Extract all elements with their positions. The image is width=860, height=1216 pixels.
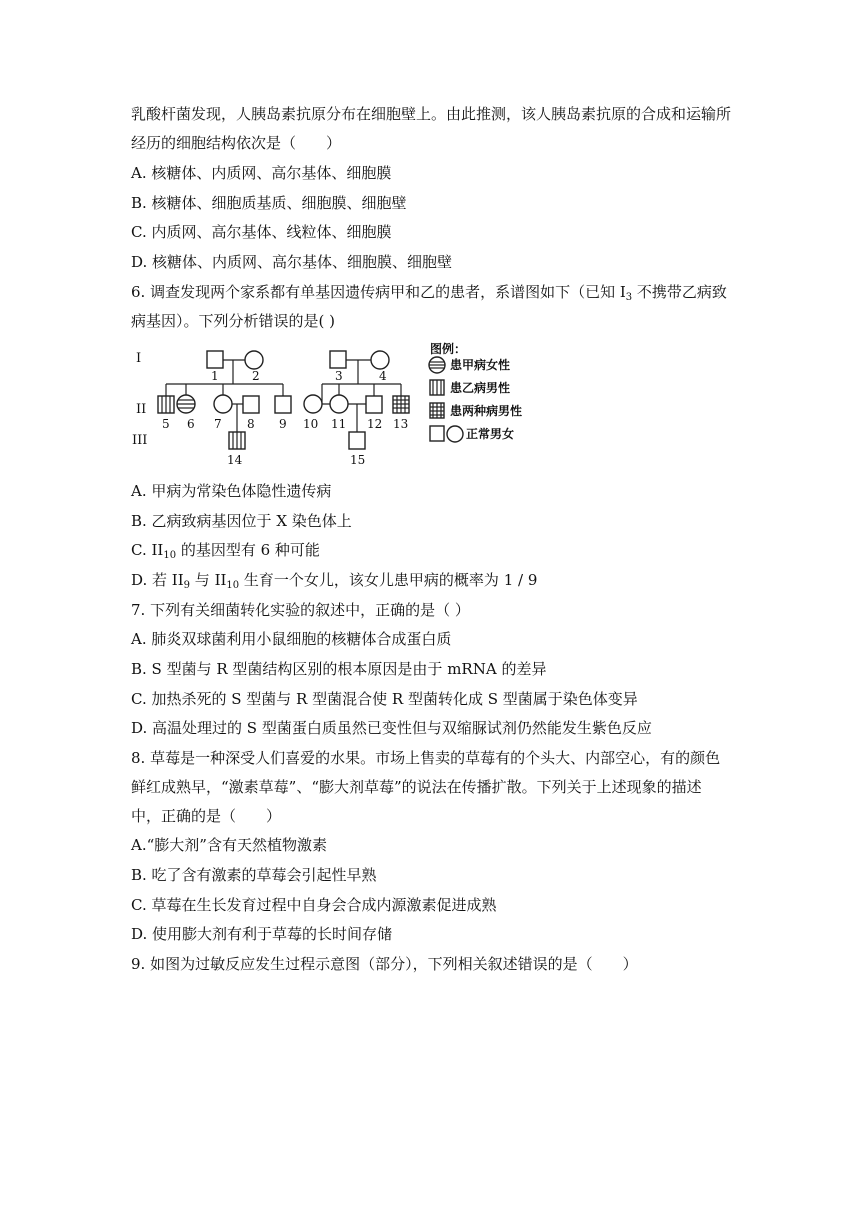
q6-option-a: A. 甲病为常染色体隐性遗传病	[131, 482, 332, 500]
legend-label-male-b: 患乙病男性	[450, 381, 511, 395]
individual-number: 3	[335, 369, 343, 383]
individual-10	[304, 395, 322, 413]
individual-9	[275, 396, 291, 413]
individual-number: 1	[211, 369, 219, 383]
individual-2	[245, 351, 263, 369]
individual-number: 7	[214, 417, 222, 431]
q7-option-c: C. 加热杀死的 S 型菌与 R 型菌混合使 R 型菌转化成 S 型菌属于染色体变异	[131, 690, 638, 708]
individual-number: 15	[350, 453, 366, 467]
q5-option-a: A. 核糖体、内质网、高尔基体、细胞膜	[131, 164, 392, 182]
q8-option-c: C. 草莓在生长发育过程中自身会合成内源激素促进成熟	[131, 896, 497, 914]
individual-number: 2	[252, 369, 260, 383]
generation-label-ii: II	[136, 402, 147, 417]
q6-option-d: D. 若 $II_9$ 与 $II_{10}$ 生育一个女儿，该女儿患甲病的概率为 1 / 9	[131, 571, 538, 591]
individual-8	[243, 396, 259, 413]
q5-option-c: C. 内质网、高尔基体、线粒体、细胞膜	[131, 223, 392, 241]
legend-label-male-both: 患两种病男性	[450, 404, 523, 418]
individual-3	[330, 351, 346, 368]
q5-option-d: D. 核糖体、内质网、高尔基体、细胞膜、细胞壁	[131, 253, 453, 271]
individual-number: 6	[187, 417, 195, 431]
individual-number: 8	[247, 417, 255, 431]
q8-stem-line2: 鲜红成熟早，“激素草莓”、“膨大剂草莓”的说法在传播扩散。下列关于上述现象的描述	[131, 778, 702, 796]
individual-number: 13	[393, 417, 409, 431]
individual-number: 9	[279, 417, 287, 431]
individual-1	[207, 351, 223, 368]
q8-option-a: A.“膨大剂”含有天然植物激素	[131, 836, 327, 854]
q6-stem-line2: 病基因）。下列分析错误的是( )	[131, 312, 335, 330]
q5-stem-line1: 乳酸杆菌发现，人胰岛素抗原分布在细胞壁上。由此推测，该人胰岛素抗原的合成和运输所	[131, 105, 732, 123]
individual-number: 5	[162, 417, 170, 431]
q7-option-d: D. 高温处理过的 S 型菌蛋白质虽然已变性但与双缩脲试剂仍然能发生紫色反应	[131, 719, 652, 737]
legend-symbol-normal-female	[447, 426, 463, 442]
q7-stem: 7. 下列有关细菌转化实验的叙述中，正确的是（ ）	[131, 601, 470, 619]
individual-15	[349, 432, 365, 449]
individual-number: 10	[303, 417, 319, 431]
individual-12	[366, 396, 382, 413]
individual-number: 14	[227, 453, 243, 467]
pedigree-chart	[128, 340, 540, 470]
q6-option-c: C. $II_{10}$ 的基因型有 6 种可能	[131, 541, 320, 561]
individual-number: 12	[367, 417, 383, 431]
q8-option-b: B. 吃了含有激素的草莓会引起性早熟	[131, 866, 377, 884]
q8-option-d: D. 使用膨大剂有利于草莓的长时间存储	[131, 925, 393, 943]
legend-label-female-a: 患甲病女性	[450, 358, 511, 372]
legend-symbol-normal-male	[430, 426, 444, 441]
q5-option-b: B. 核糖体、细胞质基质、细胞膜、细胞壁	[131, 194, 407, 212]
q6-option-b: B. 乙病致病基因位于 X 染色体上	[131, 512, 352, 530]
legend-title: 图例：	[430, 342, 467, 356]
q9-stem: 9. 如图为过敏反应发生过程示意图（部分），下列相关叙述错误的是（ ）	[131, 955, 638, 973]
individual-4	[371, 351, 389, 369]
q8-stem-line1: 8. 草莓是一种深受人们喜爱的水果。市场上售卖的草莓有的个头大、内部空心，有的颜色	[131, 749, 721, 767]
legend-label-normal: 正常男女	[466, 427, 515, 441]
q6-stem-line1: 6. 调查发现两个家系都有单基因遗传病甲和乙的患者，系谱图如下（已知 $I_3$ 不携带乙病致	[131, 283, 727, 303]
q5-stem-line2: 经历的细胞结构依次是（ ）	[131, 134, 342, 152]
individual-11	[330, 395, 348, 413]
q8-stem-line3: 中，正确的是（ ）	[131, 807, 282, 825]
individual-number: 11	[331, 417, 347, 431]
generation-label-iii: III	[132, 433, 148, 448]
q7-option-b: B. S 型菌与 R 型菌结构区别的根本原因是由于 mRNA 的差异	[131, 660, 547, 678]
individual-number: 4	[379, 369, 387, 383]
q7-option-a: A. 肺炎双球菌利用小鼠细胞的核糖体合成蛋白质	[131, 630, 452, 648]
individual-7	[214, 395, 232, 413]
generation-label-i: I	[136, 351, 142, 366]
